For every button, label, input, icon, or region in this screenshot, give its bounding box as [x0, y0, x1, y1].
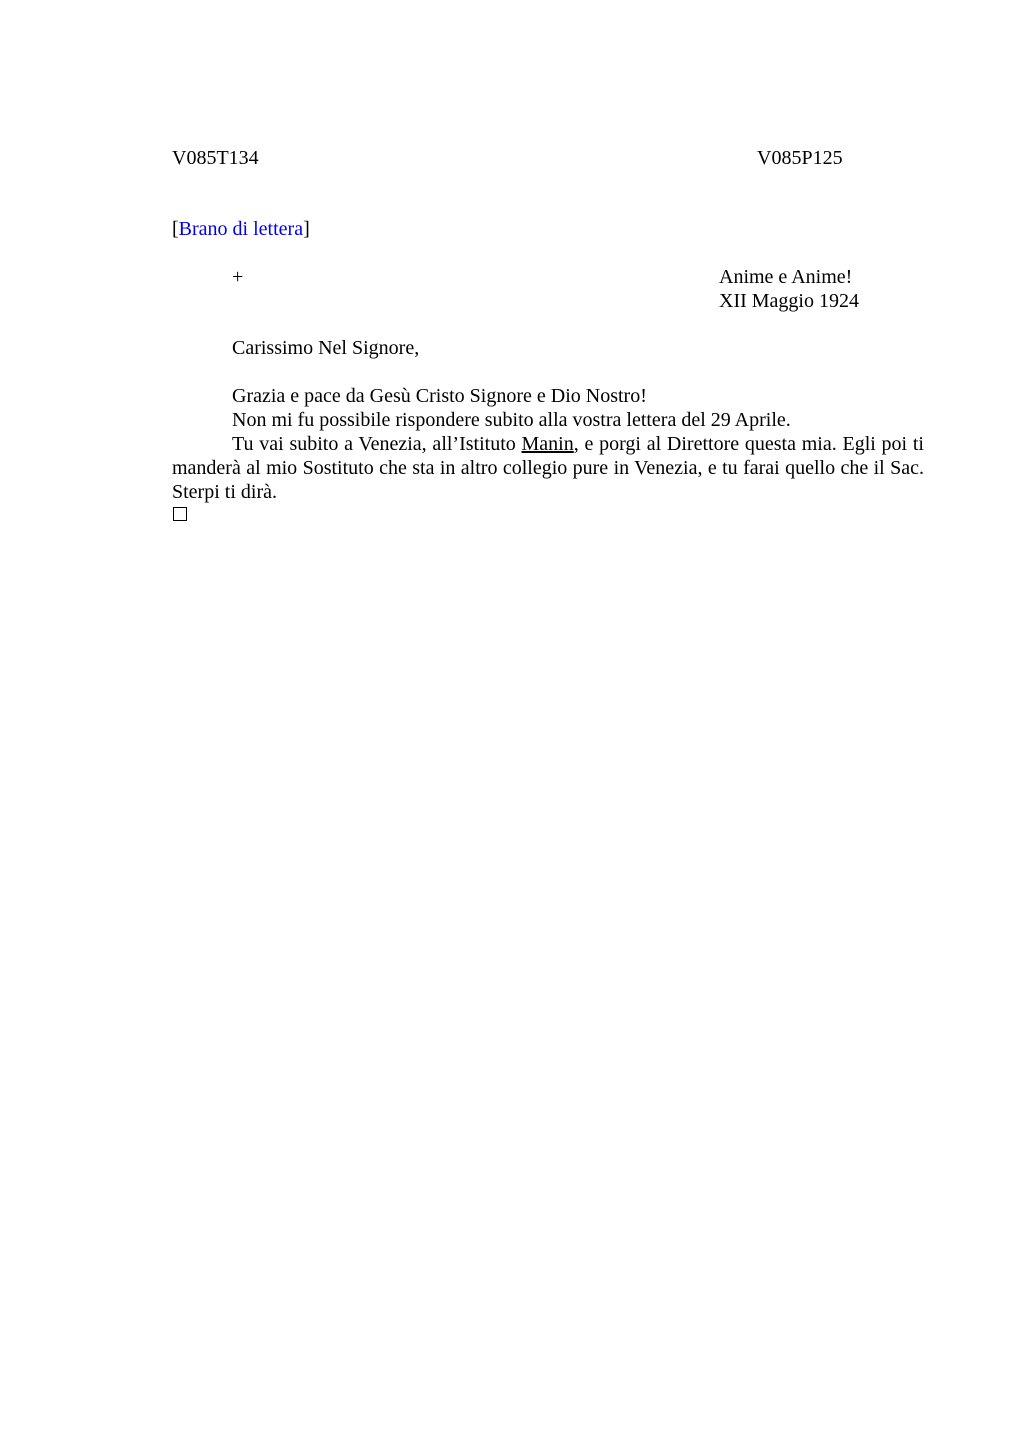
letter-salutation: Carissimo Nel Signore,: [232, 337, 420, 359]
letter-body: [172, 384, 924, 504]
cross-symbol: +: [232, 266, 244, 288]
paragraph-3-start: Tu vai subito a Venezia, all’Istituto: [232, 433, 522, 455]
title-bracket-close: ]: [303, 218, 310, 240]
letter-paragraph-2: Non mi fu possibile rispondere subito alla vostra lettera del 29 Aprile.: [232, 409, 791, 431]
letter-paragraph-3: [172, 432, 924, 504]
letter-date: XII Maggio 1924: [719, 290, 859, 312]
document-code-left: V085T134: [172, 147, 259, 169]
letter-motto: Anime e Anime!: [719, 266, 853, 288]
letter-paragraph-1: Grazia e pace da Gesù Cristo Signore e Dio Nostro!: [232, 385, 647, 407]
title-label: Brano di lettera: [178, 218, 304, 240]
empty-square-icon: [173, 507, 187, 521]
paragraph-3-end: , e porgi al Direttore questa mia. Egli poi ti manderà al mio Sostituto che sta in altro collegio pure in Venezia, e tu farai quello che il Sac. Sterpi ti dirà.: [172, 433, 924, 503]
document-code-right: V085P125: [757, 147, 843, 169]
underlined-name-manin: Manin: [521, 433, 574, 455]
document-title: [172, 217, 310, 241]
title-bracket-open: [: [172, 218, 179, 240]
